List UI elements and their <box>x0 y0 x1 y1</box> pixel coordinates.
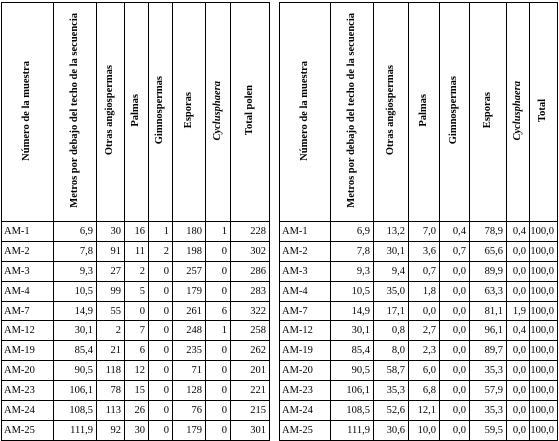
table-row <box>2 301 270 321</box>
value-cell: 0,0 <box>440 301 470 321</box>
value-cell: 0,4 <box>507 321 530 341</box>
value-cell: 1 <box>206 222 231 242</box>
sample-id-cell: AM-2 <box>280 241 331 261</box>
value-cell: 100,0 <box>530 301 558 321</box>
value-cell: 0 <box>206 281 231 301</box>
header-meters-below-top: Metros por debajo del techo de la secuencia <box>68 13 80 208</box>
value-cell: 198 <box>173 241 206 261</box>
value-cell: 100,0 <box>530 261 558 281</box>
value-cell: 201 <box>231 361 270 381</box>
value-cell: 30 <box>97 222 125 242</box>
value-cell: 0 <box>149 301 173 321</box>
pollen-percentages-body <box>280 222 558 441</box>
header-spores: Esporas <box>481 92 493 129</box>
value-cell: 11 <box>125 241 149 261</box>
header-gymnosperms: Gimnospermas <box>154 76 166 145</box>
header-total-pollen: Total polen <box>243 85 255 136</box>
value-cell: 7,8 <box>331 241 374 261</box>
table-row <box>280 381 558 401</box>
header-cell <box>125 3 149 222</box>
header-meters-below-top: Metros por debajo del techo de la secuencia <box>345 13 357 208</box>
sample-id-cell: AM-19 <box>280 341 331 361</box>
value-cell: 0 <box>149 420 173 440</box>
table-row <box>2 321 270 341</box>
value-cell: 100,0 <box>530 222 558 242</box>
value-cell: 0,7 <box>409 261 440 281</box>
value-cell: 0 <box>149 341 173 361</box>
value-cell: 52,6 <box>374 401 409 421</box>
sample-id-cell: AM-20 <box>280 361 331 381</box>
value-cell: 0 <box>206 361 231 381</box>
value-cell: 14,9 <box>54 301 97 321</box>
value-cell: 9,4 <box>374 261 409 281</box>
pollen-percentages-table <box>279 2 558 441</box>
table-row <box>2 341 270 361</box>
table-row <box>280 361 558 381</box>
value-cell: 35,0 <box>374 281 409 301</box>
header-other-angiosperms: Otras angiospermas <box>384 65 396 156</box>
header-sample-number: Número de la muestra <box>298 60 310 161</box>
value-cell: 113 <box>97 401 125 421</box>
value-cell: 0,0 <box>409 301 440 321</box>
header-cell <box>409 3 440 222</box>
table-row <box>2 381 270 401</box>
value-cell: 215 <box>231 401 270 421</box>
value-cell: 7,8 <box>54 241 97 261</box>
value-cell: 100,0 <box>530 341 558 361</box>
header-cell <box>470 3 507 222</box>
table-row <box>2 261 270 281</box>
value-cell: 100,0 <box>530 361 558 381</box>
value-cell: 257 <box>173 261 206 281</box>
value-cell: 30,6 <box>374 420 409 440</box>
value-cell: 6,9 <box>331 222 374 242</box>
value-cell: 100,0 <box>530 281 558 301</box>
header-cell <box>280 3 331 222</box>
sample-id-cell: AM-20 <box>2 361 54 381</box>
sample-id-cell: AM-24 <box>280 401 331 421</box>
value-cell: 99 <box>97 281 125 301</box>
header-cell <box>97 3 125 222</box>
value-cell: 6,9 <box>54 222 97 242</box>
value-cell: 10,5 <box>331 281 374 301</box>
value-cell: 286 <box>231 261 270 281</box>
value-cell: 35,3 <box>374 381 409 401</box>
value-cell: 180 <box>173 222 206 242</box>
value-cell: 100,0 <box>530 241 558 261</box>
value-cell: 108,5 <box>54 401 97 421</box>
value-cell: 0 <box>206 241 231 261</box>
header-gymnosperms: Gimnospermas <box>448 76 460 145</box>
value-cell: 0 <box>206 341 231 361</box>
pollen-counts-table <box>1 2 270 441</box>
header-cell <box>530 3 558 222</box>
value-cell: 7,0 <box>409 222 440 242</box>
table-row <box>2 401 270 421</box>
value-cell: 16 <box>125 222 149 242</box>
sample-id-cell: AM-12 <box>2 321 54 341</box>
value-cell: 0,0 <box>440 361 470 381</box>
header-spores: Esporas <box>182 92 194 129</box>
value-cell: 0,0 <box>507 381 530 401</box>
header-cell <box>507 3 530 222</box>
value-cell: 0 <box>206 261 231 281</box>
value-cell: 283 <box>231 281 270 301</box>
value-cell: 0,0 <box>507 401 530 421</box>
header-row <box>2 3 270 222</box>
header-row <box>280 3 558 222</box>
value-cell: 0,7 <box>440 241 470 261</box>
value-cell: 30,1 <box>374 241 409 261</box>
value-cell: 0,0 <box>440 261 470 281</box>
value-cell: 235 <box>173 341 206 361</box>
table-row <box>2 361 270 381</box>
value-cell: 7 <box>125 321 149 341</box>
table-row <box>280 420 558 440</box>
value-cell: 9,3 <box>331 261 374 281</box>
value-cell: 58,7 <box>374 361 409 381</box>
value-cell: 0,0 <box>440 341 470 361</box>
value-cell: 2 <box>125 261 149 281</box>
value-cell: 228 <box>231 222 270 242</box>
table-row <box>280 401 558 421</box>
value-cell: 78,9 <box>470 222 507 242</box>
value-cell: 0 <box>149 361 173 381</box>
header-cell <box>374 3 409 222</box>
value-cell: 30,1 <box>54 321 97 341</box>
header-palms: Palmas <box>417 94 429 127</box>
value-cell: 6 <box>206 301 231 321</box>
header-cyclusphaera: Cyclusphaera <box>211 80 223 141</box>
table-row <box>280 341 558 361</box>
value-cell: 2,7 <box>409 321 440 341</box>
value-cell: 21 <box>97 341 125 361</box>
table-row <box>280 222 558 242</box>
value-cell: 0 <box>149 261 173 281</box>
value-cell: 0 <box>149 281 173 301</box>
value-cell: 35,3 <box>470 401 507 421</box>
sample-id-cell: AM-2 <box>2 241 54 261</box>
table-row <box>280 321 558 341</box>
value-cell: 3,6 <box>409 241 440 261</box>
value-cell: 0,0 <box>440 401 470 421</box>
value-cell: 221 <box>231 381 270 401</box>
value-cell: 35,3 <box>470 361 507 381</box>
value-cell: 5 <box>125 281 149 301</box>
value-cell: 0 <box>149 321 173 341</box>
table-row <box>280 261 558 281</box>
value-cell: 15 <box>125 381 149 401</box>
table-row <box>280 241 558 261</box>
value-cell: 13,2 <box>374 222 409 242</box>
value-cell: 26 <box>125 401 149 421</box>
value-cell: 92 <box>97 420 125 440</box>
value-cell: 17,1 <box>374 301 409 321</box>
pollen-counts-body <box>2 222 270 441</box>
sample-id-cell: AM-24 <box>2 401 54 421</box>
value-cell: 0,8 <box>374 321 409 341</box>
table-row <box>2 222 270 242</box>
value-cell: 179 <box>173 281 206 301</box>
value-cell: 0 <box>149 381 173 401</box>
sample-id-cell: AM-25 <box>2 420 54 440</box>
header-cell <box>54 3 97 222</box>
sample-id-cell: AM-1 <box>2 222 54 242</box>
value-cell: 78 <box>97 381 125 401</box>
value-cell: 100,0 <box>530 381 558 401</box>
value-cell: 2,3 <box>409 341 440 361</box>
value-cell: 8,0 <box>374 341 409 361</box>
header-cell <box>173 3 206 222</box>
value-cell: 322 <box>231 301 270 321</box>
table-row <box>2 281 270 301</box>
value-cell: 10,0 <box>409 420 440 440</box>
sample-id-cell: AM-4 <box>280 281 331 301</box>
value-cell: 55 <box>97 301 125 321</box>
value-cell: 179 <box>173 420 206 440</box>
header-cell <box>440 3 470 222</box>
value-cell: 0,0 <box>440 321 470 341</box>
sample-id-cell: AM-1 <box>280 222 331 242</box>
value-cell: 76 <box>173 401 206 421</box>
value-cell: 262 <box>231 341 270 361</box>
value-cell: 1 <box>149 222 173 242</box>
value-cell: 9,3 <box>54 261 97 281</box>
sample-id-cell: AM-3 <box>2 261 54 281</box>
value-cell: 63,3 <box>470 281 507 301</box>
value-cell: 108,5 <box>331 401 374 421</box>
sample-id-cell: AM-7 <box>2 301 54 321</box>
value-cell: 27 <box>97 261 125 281</box>
value-cell: 14,9 <box>331 301 374 321</box>
table-row <box>2 420 270 440</box>
header-sample-number: Número de la muestra <box>21 60 33 161</box>
value-cell: 118 <box>97 361 125 381</box>
header-cell <box>2 3 54 222</box>
header-cell <box>149 3 173 222</box>
value-cell: 0 <box>206 401 231 421</box>
value-cell: 0,0 <box>507 420 530 440</box>
value-cell: 0 <box>206 381 231 401</box>
value-cell: 85,4 <box>331 341 374 361</box>
header-total: Total <box>537 99 549 122</box>
value-cell: 106,1 <box>331 381 374 401</box>
value-cell: 2 <box>97 321 125 341</box>
value-cell: 1,8 <box>409 281 440 301</box>
value-cell: 302 <box>231 241 270 261</box>
value-cell: 106,1 <box>54 381 97 401</box>
value-cell: 59,5 <box>470 420 507 440</box>
value-cell: 0,4 <box>507 222 530 242</box>
value-cell: 90,5 <box>331 361 374 381</box>
value-cell: 0,0 <box>440 281 470 301</box>
header-palms: Palmas <box>130 94 142 127</box>
value-cell: 111,9 <box>54 420 97 440</box>
value-cell: 128 <box>173 381 206 401</box>
value-cell: 6,8 <box>409 381 440 401</box>
value-cell: 90,5 <box>54 361 97 381</box>
sample-id-cell: AM-23 <box>2 381 54 401</box>
value-cell: 0,0 <box>440 381 470 401</box>
value-cell: 0,0 <box>507 281 530 301</box>
sample-id-cell: AM-23 <box>280 381 331 401</box>
table-row <box>280 301 558 321</box>
value-cell: 0 <box>206 420 231 440</box>
value-cell: 91 <box>97 241 125 261</box>
sample-id-cell: AM-25 <box>280 420 331 440</box>
header-cell <box>206 3 231 222</box>
value-cell: 258 <box>231 321 270 341</box>
value-cell: 96,1 <box>470 321 507 341</box>
value-cell: 261 <box>173 301 206 321</box>
value-cell: 30,1 <box>331 321 374 341</box>
value-cell: 12 <box>125 361 149 381</box>
value-cell: 100,0 <box>530 321 558 341</box>
value-cell: 100,0 <box>530 420 558 440</box>
header-cell <box>331 3 374 222</box>
value-cell: 12,1 <box>409 401 440 421</box>
value-cell: 301 <box>231 420 270 440</box>
value-cell: 248 <box>173 321 206 341</box>
value-cell: 100,0 <box>530 401 558 421</box>
value-cell: 0,0 <box>507 341 530 361</box>
header-other-angiosperms: Otras angiospermas <box>104 65 116 156</box>
value-cell: 1 <box>206 321 231 341</box>
header-cell <box>231 3 270 222</box>
value-cell: 89,7 <box>470 341 507 361</box>
value-cell: 0,0 <box>507 361 530 381</box>
value-cell: 0,4 <box>440 222 470 242</box>
value-cell: 2 <box>149 241 173 261</box>
value-cell: 81,1 <box>470 301 507 321</box>
value-cell: 1,9 <box>507 301 530 321</box>
value-cell: 0,0 <box>440 420 470 440</box>
value-cell: 6 <box>125 341 149 361</box>
value-cell: 0 <box>149 401 173 421</box>
table-row <box>2 241 270 261</box>
value-cell: 30 <box>125 420 149 440</box>
sample-id-cell: AM-7 <box>280 301 331 321</box>
value-cell: 89,9 <box>470 261 507 281</box>
value-cell: 57,9 <box>470 381 507 401</box>
value-cell: 6,0 <box>409 361 440 381</box>
sample-id-cell: AM-12 <box>280 321 331 341</box>
value-cell: 65,6 <box>470 241 507 261</box>
value-cell: 0 <box>125 301 149 321</box>
table-row <box>280 281 558 301</box>
header-cyclusphaera: Cyclusphaera <box>511 80 523 141</box>
value-cell: 85,4 <box>54 341 97 361</box>
sample-id-cell: AM-4 <box>2 281 54 301</box>
value-cell: 10,5 <box>54 281 97 301</box>
value-cell: 0,0 <box>507 241 530 261</box>
sample-id-cell: AM-3 <box>280 261 331 281</box>
sample-id-cell: AM-19 <box>2 341 54 361</box>
value-cell: 0,0 <box>507 261 530 281</box>
value-cell: 111,9 <box>331 420 374 440</box>
value-cell: 71 <box>173 361 206 381</box>
